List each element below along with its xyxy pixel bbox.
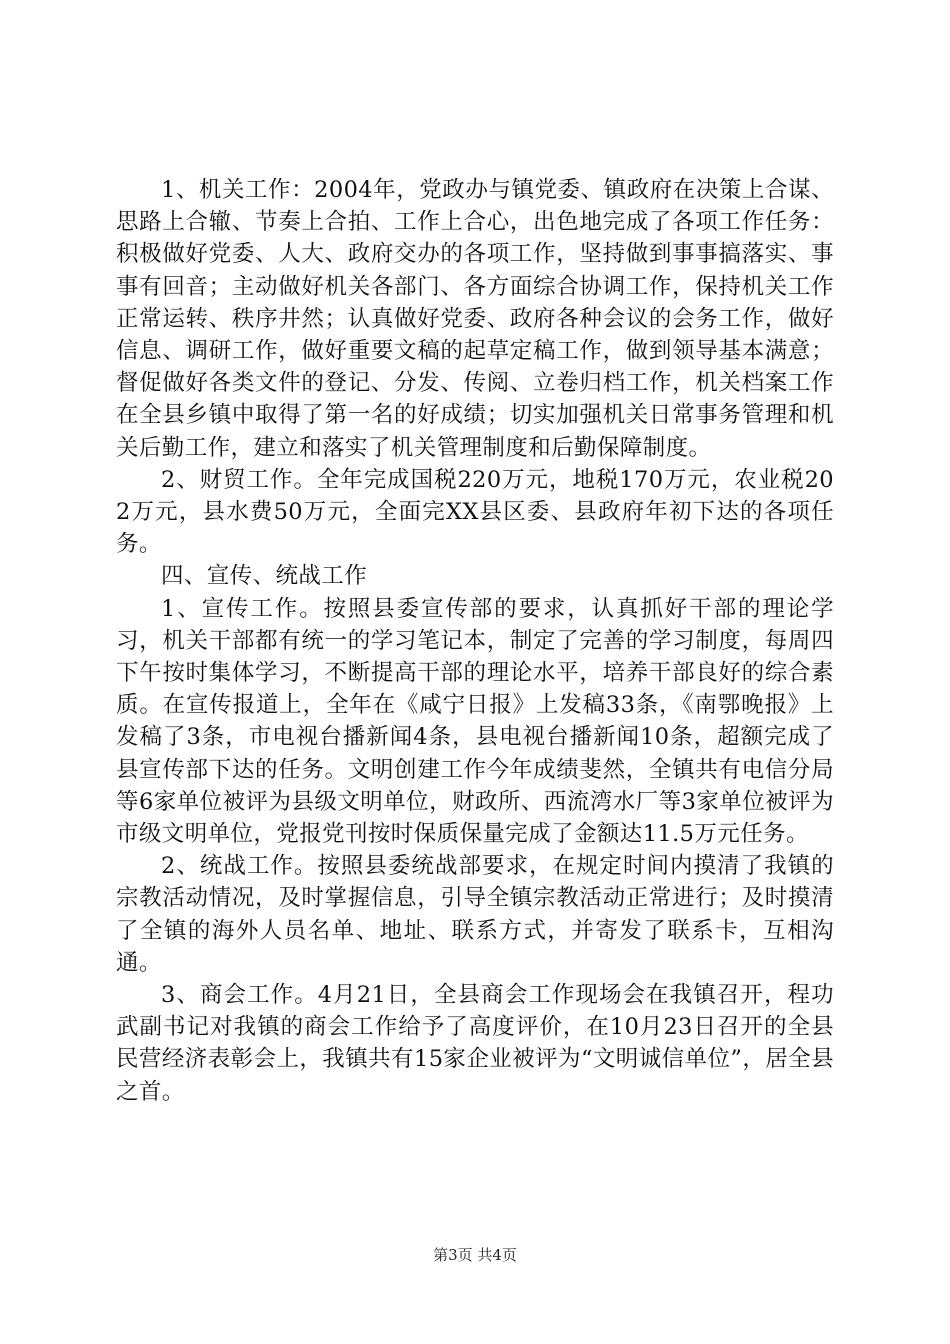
document-body — [116, 174, 834, 1108]
page-footer — [0, 1245, 950, 1265]
section-heading-publicity: 四、宣传、统战工作 — [161, 563, 368, 590]
page-number: 第3页 共4页 — [433, 1246, 517, 1264]
paragraph-finance-trade: 2、财贸工作。全年完成国税220万元，地税170万元，农业税202万元，县水费50万元，全面完XX县区委、县政府年初下达的各项任务。 — [116, 466, 834, 558]
paragraph-publicity-work: 1、宣传工作。按照县委宣传部的要求，认真抓好干部的理论学习，机关干部都有统一的学习笔记本，制定了完善的学习制度，每周四下午按时集体学习，不断提高干部的理论水平，培养干部良好的综合素质。在宣传报道上，全年在《咸宁日报》上发稿33条，《南鄂晚报》上发稿了3条，市电视台播新闻4条，县电视台播新闻10条，超额完成了县宣传部下达的任务。文明创建工作今年成绩斐然，全镇共有电信分局等6家单位被评为县级文明单位，财政所、西流湾水厂等3家单位被评为市级文明单位，党报党刊按时保质保量完成了金额达11.5万元任务。 — [116, 595, 834, 848]
paragraph-office-work: 1、机关工作：2004年，党政办与镇党委、镇政府在决策上合谋、思路上合辙、节奏上合拍、工作上合心，出色地完成了各项工作任务：积极做好党委、人大、政府交办的各项工作，坚持做到事事搞落实、事事有回音；主动做好机关各部门、各方面综合协调工作，保持机关工作正常运转、秩序井然；认真做好党委、政府各种会议的会务工作，做好信息、调研工作，做好重要文稿的起草定稿工作，做到领导基本满意；督促做好各类文件的登记、分发、传阅、立卷归档工作，机关档案工作在全县乡镇中取得了第一名的好成绩；切实加强机关日常事务管理和机关后勤工作，建立和落实了机关管理制度和后勤保障制度。 — [116, 177, 834, 461]
paragraph-united-front: 2、统战工作。按照县委统战部要求，在规定时间内摸清了我镇的宗教活动情况，及时掌握信息，引导全镇宗教活动正常进行；及时摸清了全镇的海外人员名单、地址、联系方式，并寄发了联系卡，互相沟通。 — [116, 853, 834, 976]
paragraph-chamber-of-commerce: 3、商会工作。4月21日，全县商会工作现场会在我镇召开，程功武副书记对我镇的商会工作给予了高度评价，在10月23日召开的全县民营经济表彰会上，我镇共有15家企业被评为“文明诚信单位”，居全县之首。 — [116, 982, 834, 1105]
